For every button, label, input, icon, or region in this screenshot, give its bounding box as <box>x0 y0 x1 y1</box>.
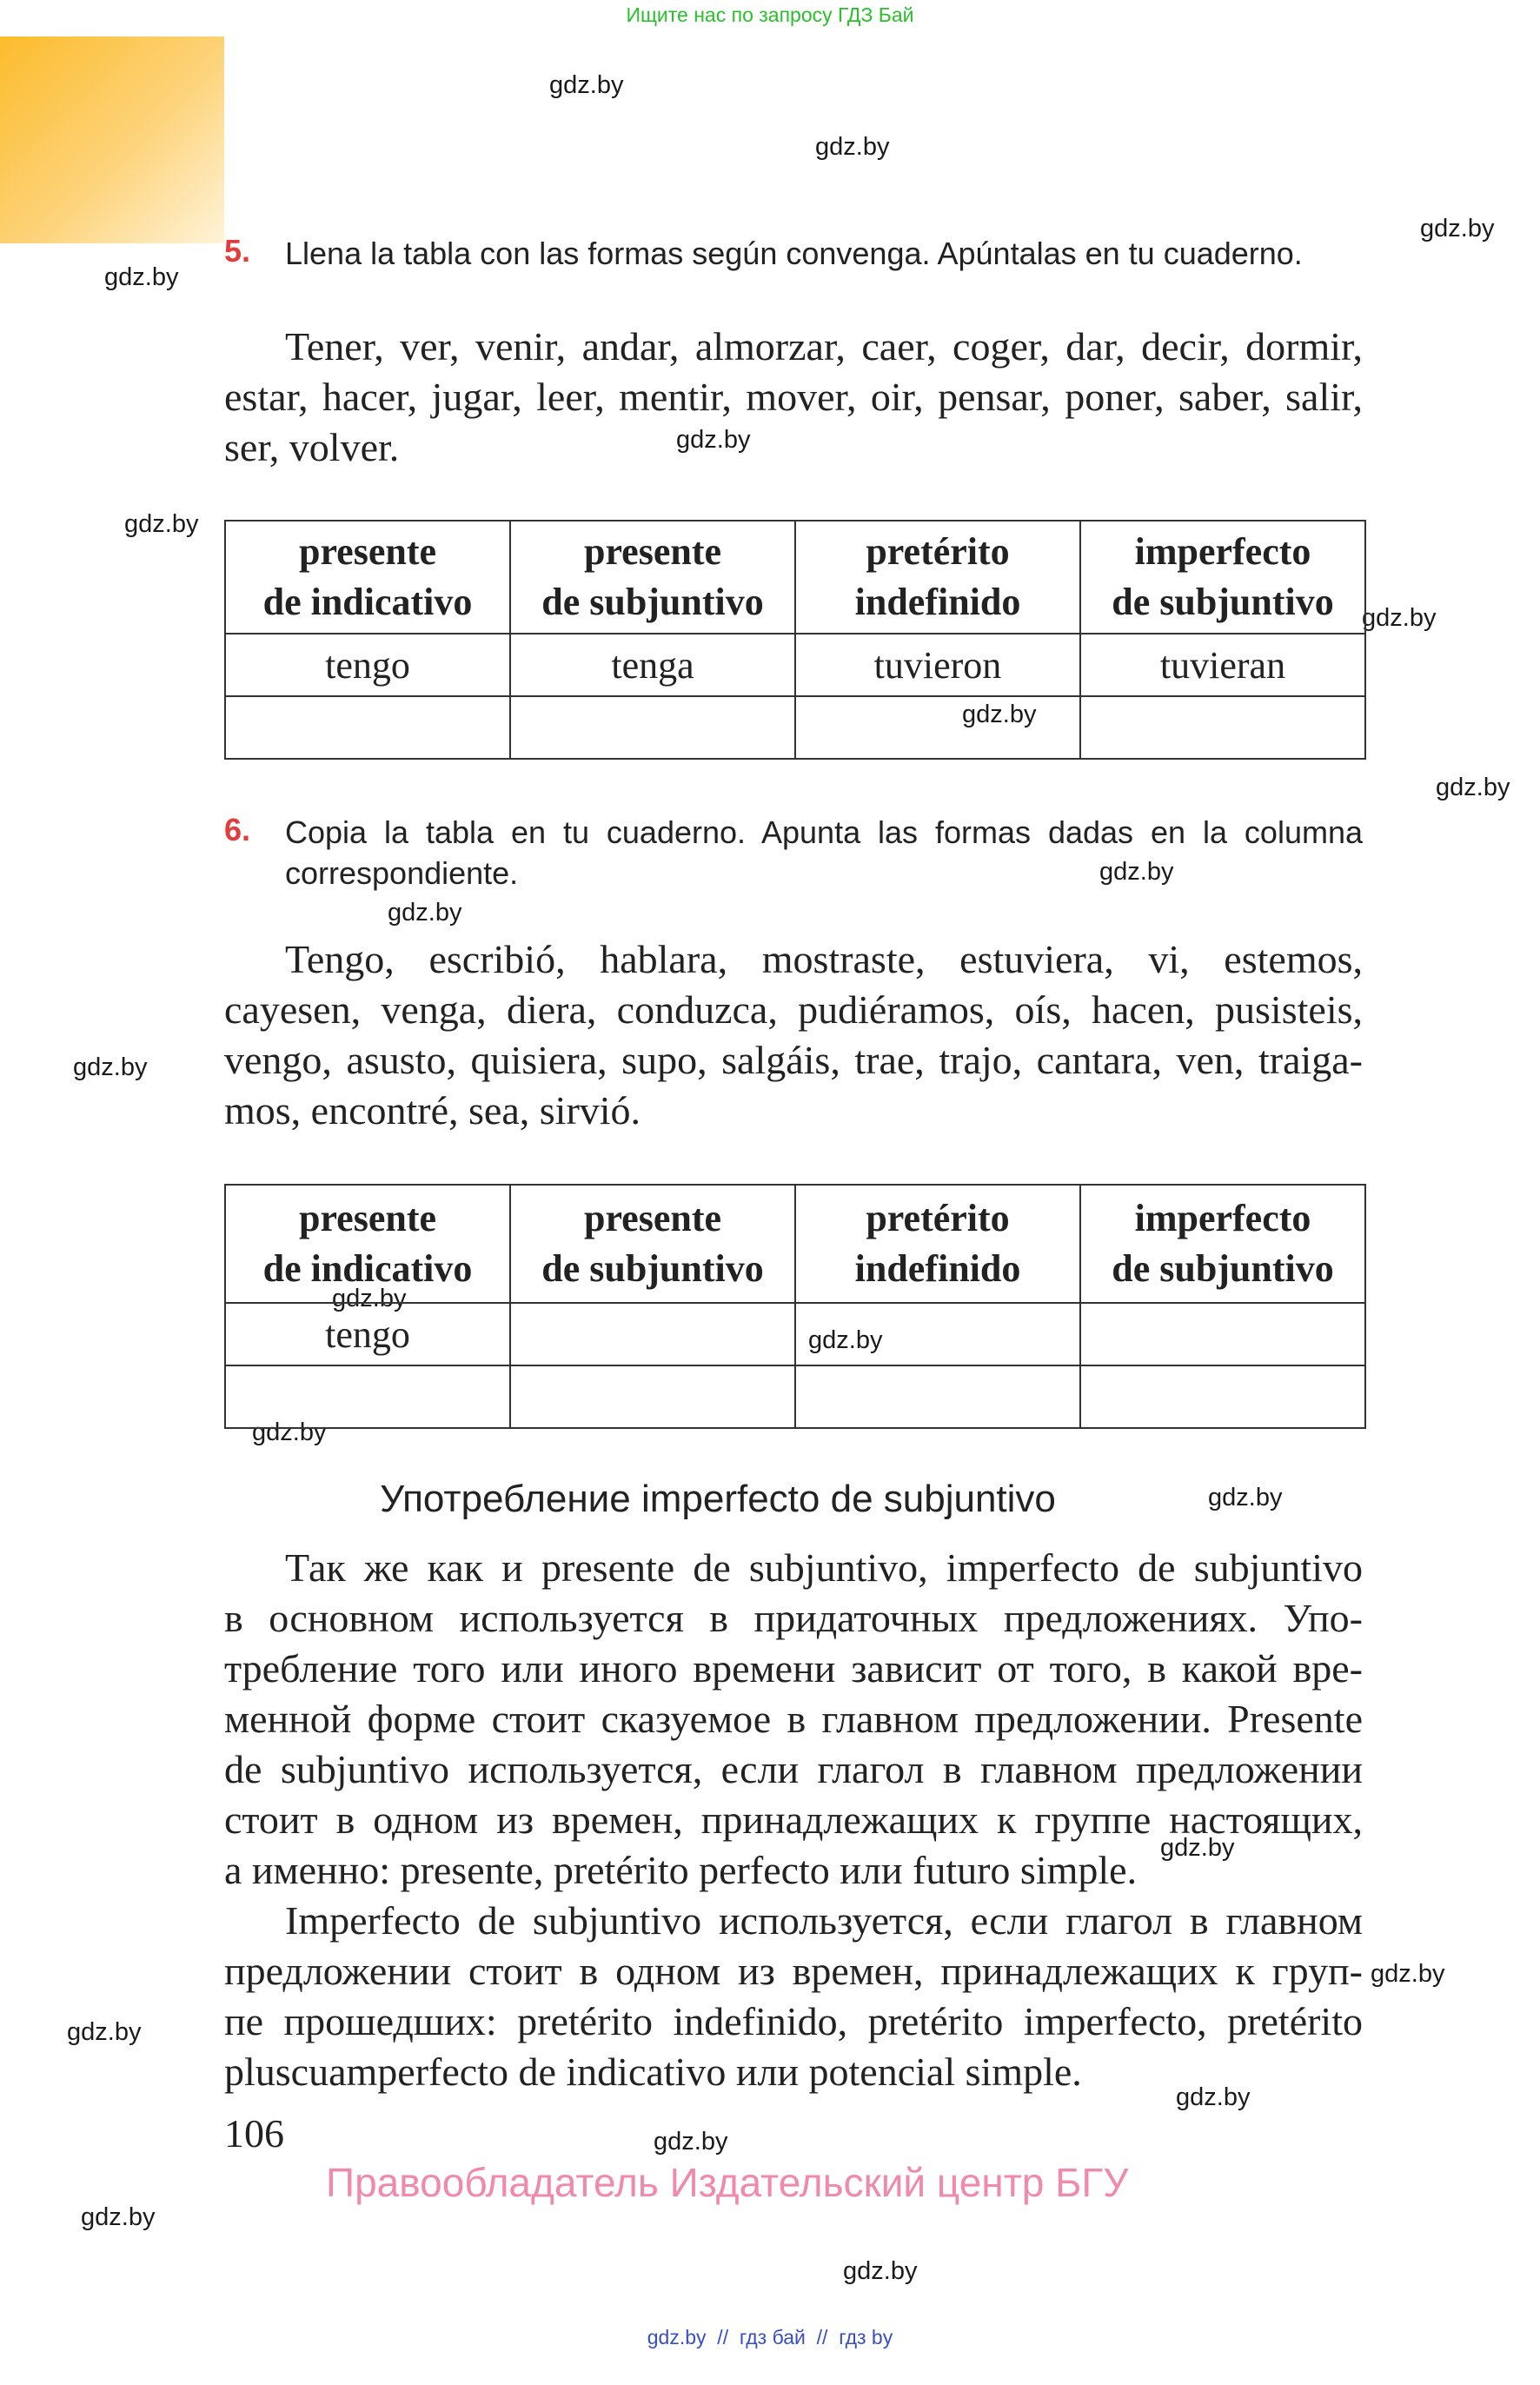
exercise-5-table <box>224 520 1366 760</box>
table-cell: tuvieron <box>795 634 1080 696</box>
text-line: Copia la tabla en tu cuaderno. Apunta las formas dadas en la columna <box>285 814 1363 850</box>
text-line: в основном используется в придаточных предложениях. Упо- <box>224 1596 1363 1640</box>
table-cell: tenga <box>510 634 795 696</box>
watermark: gdz.by <box>1436 774 1510 801</box>
table-cell <box>510 1365 795 1428</box>
exercise-5-number: 5. <box>224 233 251 269</box>
watermark: gdz.by <box>654 2128 728 2156</box>
table-row <box>225 1303 1365 1365</box>
text-line: Так же как и presente de subjuntivo, imperfecto de subjuntivo <box>285 1545 1363 1590</box>
text-line: mos, encontré, sea, sirvió. <box>224 1088 641 1133</box>
table-header: pretérito indefinido <box>795 1185 1080 1303</box>
section-paragraph-2 <box>224 1896 1363 2097</box>
exercise-6-number: 6. <box>224 812 251 847</box>
footer-links: gdz.by // гдз бай // гдз by <box>647 2326 893 2348</box>
text-line: cayesen, venga, diera, conduzca, pudiéramos, oís, hacen, pusisteis, <box>224 987 1363 1032</box>
table-cell: tengo <box>225 634 510 696</box>
text-line: correspondiente. <box>285 855 519 891</box>
table-header: presente de indicativo <box>225 1185 510 1303</box>
table-cell <box>225 696 510 759</box>
page-number: 106 <box>224 2111 284 2156</box>
watermark: gdz.by <box>1176 2083 1251 2111</box>
table-header-row <box>225 521 1365 634</box>
watermark: gdz.by <box>73 1053 148 1081</box>
text-line: ser, volver. <box>224 425 400 469</box>
exercise-6-table <box>224 1184 1366 1429</box>
table-cell <box>225 1365 510 1428</box>
section-title: Употребление imperfecto de subjuntivo <box>380 1478 1056 1520</box>
table-header: pretérito indefinido <box>795 521 1080 634</box>
text-line: de subjuntivo используется, если глагол в главном предложении <box>224 1747 1363 1791</box>
table-header: presente de subjuntivo <box>510 1185 795 1303</box>
copyright-holder: Правообладатель Издательский центр БГУ <box>326 2160 1129 2205</box>
table-header: imperfecto de subjuntivo <box>1080 1185 1365 1303</box>
section-paragraph-1 <box>224 1543 1363 1896</box>
watermark: gdz.by <box>388 899 462 927</box>
table-header-row <box>225 1185 1365 1303</box>
watermark: gdz.by <box>1099 858 1174 886</box>
exercise-6-word-list <box>224 934 1363 1136</box>
table-cell <box>1080 696 1365 759</box>
watermark: gdz.by <box>104 263 179 291</box>
table-cell <box>795 1303 1080 1365</box>
text-line: pluscuamperfecto de indicativo или potencial simple. <box>224 2050 1082 2094</box>
text-line: Tengo, escribió, hablara, mostraste, estuviera, vi, estemos, <box>285 937 1363 981</box>
table-cell: tengo <box>225 1303 510 1365</box>
text-line: Tener, ver, venir, andar, almorzar, caer, coger, dar, decir, dormir, <box>285 324 1363 369</box>
watermark: gdz.by <box>252 1418 327 1446</box>
corner-decoration <box>0 37 224 243</box>
table-cell <box>1080 1365 1365 1428</box>
text-line: Imperfecto de subjuntivo используется, если глагол в главном <box>285 1898 1363 1943</box>
watermark: gdz.by <box>332 1285 407 1312</box>
table-cell <box>795 696 1080 759</box>
watermark: gdz.by <box>1371 1960 1445 1988</box>
table-cell <box>510 696 795 759</box>
text-line: а именно: presente, pretérito perfecto или futuro simple. <box>224 1848 1138 1892</box>
text-line: менной форме стоит сказуемое в главном предложении. Presente <box>224 1697 1363 1741</box>
watermark: gdz.by <box>124 510 199 538</box>
table-row <box>225 696 1365 759</box>
exercise-5-instruction: Llena la tabla con las formas según convenga. Apúntalas en tu cuaderno. <box>285 236 1303 271</box>
table-cell <box>795 1365 1080 1428</box>
table-row <box>225 634 1365 696</box>
table-header: imperfecto de subjuntivo <box>1080 521 1365 634</box>
text-line: требление того или иного времени зависит от того, в какой вре- <box>224 1646 1363 1691</box>
exercise-5-word-list <box>224 322 1363 473</box>
exercise-6-instruction <box>285 812 1363 894</box>
watermark: gdz.by <box>67 2018 142 2046</box>
watermark: gdz.by <box>1208 1484 1283 1511</box>
table-cell <box>1080 1303 1365 1365</box>
watermark: gdz.by <box>815 133 890 161</box>
table-cell: tuvieran <box>1080 634 1365 696</box>
watermark: gdz.by <box>1362 604 1437 632</box>
table-cell <box>510 1303 795 1365</box>
watermark: gdz.by <box>549 71 624 99</box>
table-row <box>225 1365 1365 1428</box>
text-line: пе прошедших: pretérito indefinido, pretérito imperfecto, pretérito <box>224 1999 1363 2043</box>
top-banner-note: Ищите нас по запросу ГДЗ Бай <box>626 3 914 26</box>
table-header: presente de subjuntivo <box>510 521 795 634</box>
text-line: стоит в одном из времен, принадлежащих к группе настоящих, <box>224 1797 1363 1842</box>
watermark: gdz.by <box>1420 215 1495 242</box>
text-line: предложении стоит в одном из времен, принадлежащих к груп- <box>224 1949 1363 1993</box>
text-line: vengo, asusto, quisiera, supo, salgáis, trae, trajo, cantara, ven, traiga- <box>224 1038 1363 1082</box>
text-line: estar, hacer, jugar, leer, mentir, mover, oir, pensar, poner, saber, salir, <box>224 375 1363 419</box>
watermark: gdz.by <box>81 2203 156 2231</box>
watermark: gdz.by <box>676 426 751 454</box>
watermark: gdz.by <box>962 701 1037 728</box>
watermark: gdz.by <box>808 1326 883 1354</box>
watermark: gdz.by <box>1160 1834 1235 1862</box>
table-header: presente de indicativo <box>225 521 510 634</box>
watermark: gdz.by <box>843 2257 918 2285</box>
